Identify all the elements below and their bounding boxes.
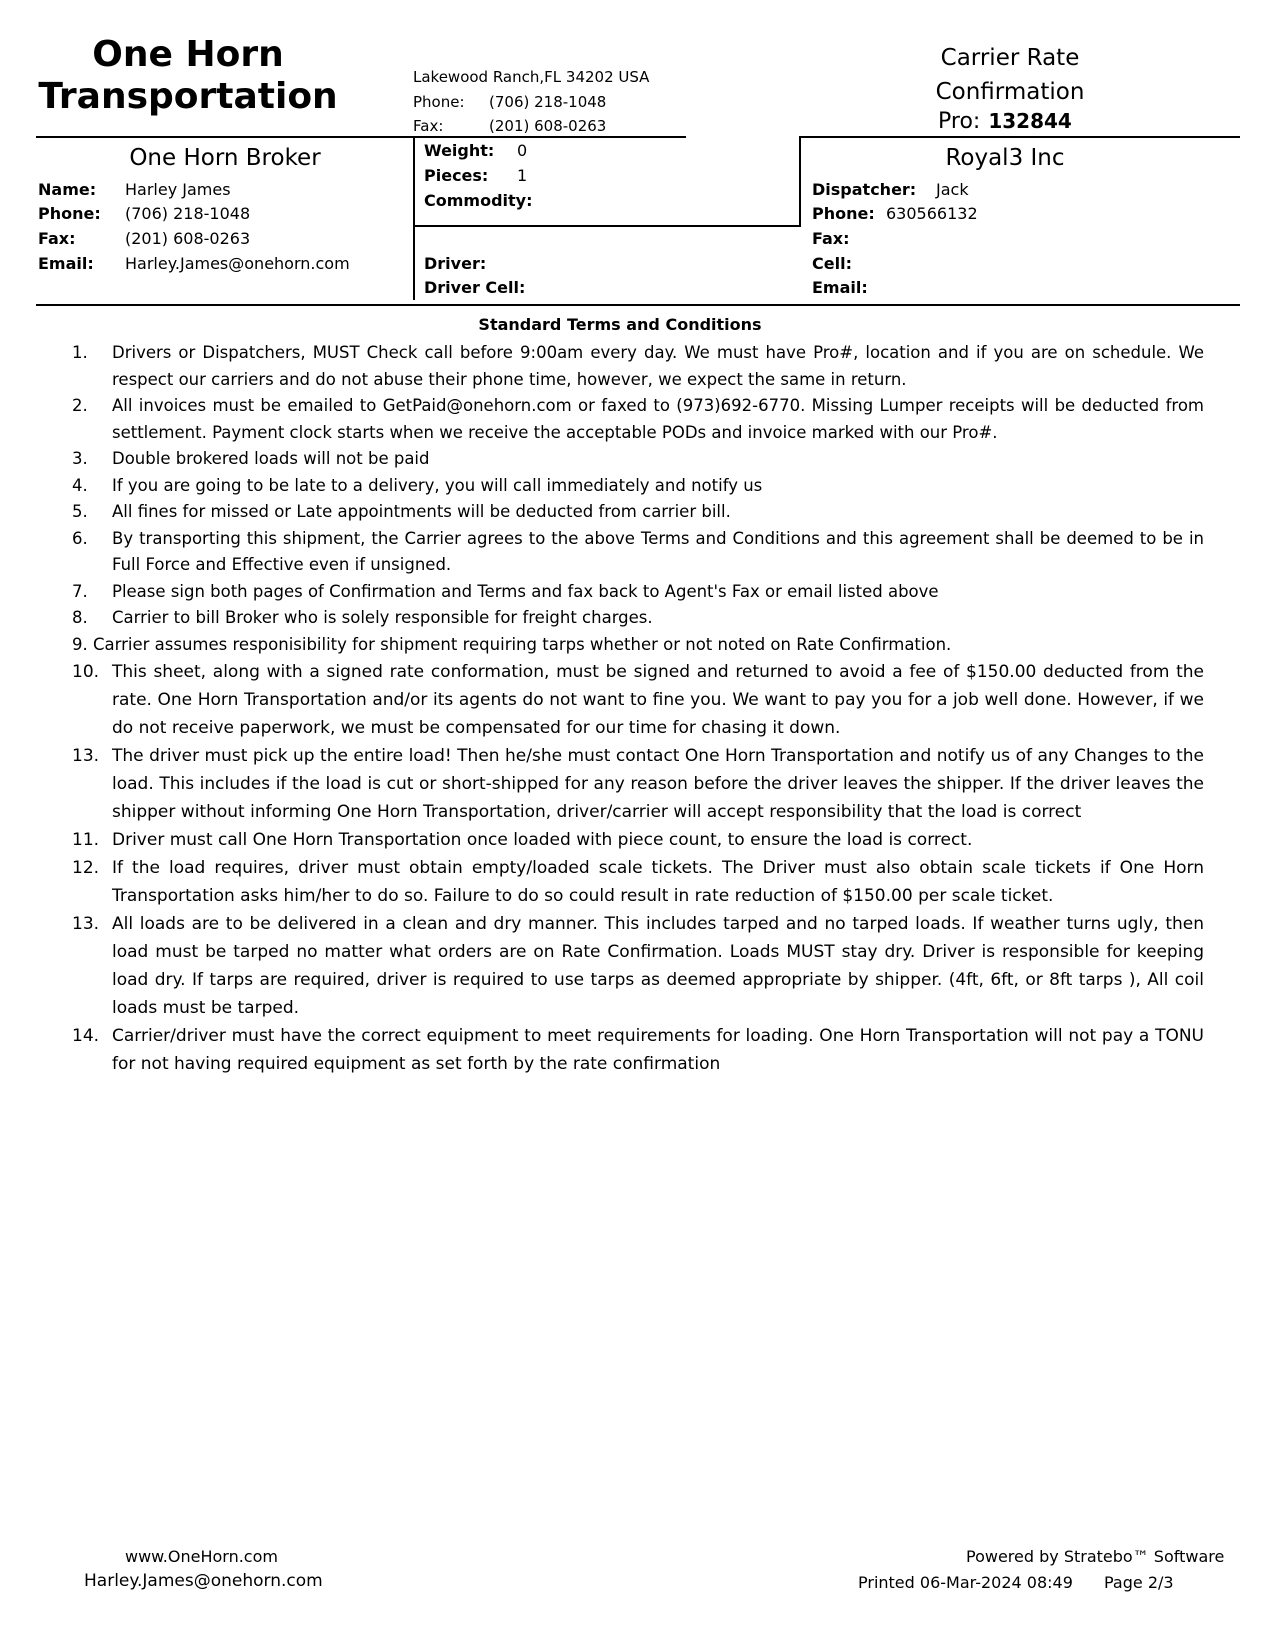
- doc-title-line1: Carrier Rate: [940, 45, 1080, 71]
- term-item: [72, 854, 1204, 910]
- broker-phone-label: Phone:: [38, 204, 101, 223]
- term-item: [72, 526, 1204, 579]
- term-text: Driver must call One Horn Transportation once loaded with piece count, to ensure the load is correct.: [112, 830, 973, 850]
- terms-list: [72, 340, 1204, 1078]
- term-number: 4.: [72, 475, 88, 495]
- weight-label: Weight:: [424, 141, 495, 160]
- driver-cell-label: Driver Cell:: [424, 278, 526, 297]
- term-number: 10.: [72, 662, 100, 682]
- footer-email: Harley.James@onehorn.com: [84, 1571, 323, 1591]
- footer-website: www.OneHorn.com: [125, 1547, 278, 1566]
- term-number: 12.: [72, 858, 100, 878]
- company-name-line1: One Horn: [92, 34, 284, 75]
- term-text: All loads are to be delivered in a clean and dry manner. This includes tarped and no tarped loads. If weather turns ugly, then load must be tarped no matter what orders are on Rate Confirmation. Loads MUST stay dry. Driver is responsible for keeping load dry. If tarps are required, driver is required to use tarps as deemed appropriate by shipper. (4ft, 6ft, or 8ft tarps ), All coil loads must be tarped.: [112, 914, 1204, 1018]
- dispatcher-name: Jack: [936, 180, 969, 199]
- broker-phone: (706) 218-1048: [125, 204, 251, 223]
- term-number: 7.: [72, 581, 88, 601]
- company-phone-row: [413, 93, 607, 111]
- pro-number: 132844: [988, 109, 1072, 133]
- term-text: If the load requires, driver must obtain empty/loaded scale tickets. The Driver must also obtain scale tickets if One Horn Transportation asks him/her to do so. Failure to do so could result in rate reduction of $150.00 per scale ticket.: [112, 858, 1204, 906]
- term-number: 5.: [72, 502, 88, 521]
- term-text: All invoices must be emailed to GetPaid@onehorn.com or faxed to (973)692-6770. Missing Lumper receipts will be deducted from settlement. Payment clock starts when we receive the acceptable PODs and invoice marked with our Pro#.: [112, 396, 1204, 442]
- term-text: Double brokered loads will not be paid: [112, 449, 430, 468]
- load-box-bottom: [413, 225, 801, 227]
- carrier-cell-label: Cell:: [812, 254, 852, 273]
- company-name: [38, 34, 338, 118]
- term-number: 8.: [72, 608, 88, 627]
- term-item: [72, 1022, 1204, 1078]
- term-text: By transporting this shipment, the Carrier agrees to the above Terms and Conditions and this agreement shall be deemed to be in Full Force and Effective even if unsigned.: [112, 528, 1204, 574]
- term-item: [72, 499, 1204, 526]
- broker-email-label: Email:: [38, 254, 94, 273]
- company-name-line2: Transportation: [38, 76, 338, 117]
- term-item: [72, 658, 1204, 742]
- term-text: All fines for missed or Late appointments will be deducted from carrier bill.: [112, 502, 731, 521]
- term-number: 11.: [72, 830, 100, 850]
- term-item: [72, 742, 1204, 826]
- term-number: 6.: [72, 528, 88, 548]
- broker-name-label: Name:: [38, 180, 97, 199]
- term-text: The driver must pick up the entire load! Then he/she must contact One Horn Transportation and notify us of any Changes to the load. This includes if the load is cut or short-shipped for any reason before the driver leaves the shipper. If the driver leaves the shipper without informing One Horn Transportation, driver/carrier will accept responsibility that the load is correct: [112, 746, 1204, 822]
- terms-title: Standard Terms and Conditions: [478, 315, 762, 334]
- term-item: [72, 340, 1204, 393]
- term-number: 13.: [72, 914, 100, 934]
- term-number: 3.: [72, 449, 88, 468]
- term-item: [72, 446, 1204, 473]
- company-fax-row: [413, 117, 607, 135]
- weight-value: 0: [517, 141, 528, 160]
- pro-label: Pro:: [938, 109, 981, 134]
- term-item: [72, 910, 1204, 1022]
- broker-email: Harley.James@onehorn.com: [125, 254, 350, 273]
- carrier-title: Royal3 Inc: [945, 145, 1065, 171]
- broker-name: Harley James: [125, 180, 231, 199]
- term-text: If you are going to be late to a delivery, you will call immediately and notify us: [112, 475, 763, 495]
- company-phone-label: Phone:: [413, 93, 465, 111]
- carrier-email-label: Email:: [812, 278, 868, 297]
- carrier-phone-label: Phone:: [812, 204, 875, 223]
- carrier-phone: 630566132: [886, 204, 978, 223]
- info-divider-bottom: [36, 304, 1240, 306]
- footer-printed: Printed 06-Mar-2024 08:49: [858, 1573, 1073, 1592]
- term-number: 1.: [72, 343, 88, 362]
- pieces-label: Pieces:: [424, 166, 489, 185]
- term-text: Carrier/driver must have the correct equipment to meet requirements for loading. One Horn Transportation will not pay a TONU for not having required equipment as set forth by the rate confirmation: [112, 1026, 1204, 1074]
- broker-title: One Horn Broker: [129, 145, 321, 171]
- broker-fax: (201) 608-0263: [125, 229, 251, 248]
- term-item: [72, 393, 1204, 446]
- driver-label: Driver:: [424, 254, 487, 273]
- term-item: [72, 579, 1204, 606]
- term-text: Drivers or Dispatchers, MUST Check call before 9:00am every day. We must have Pro#, location and if you are on schedule. We respect our carriers and do not abuse their phone time, however, we expect the same in return.: [112, 343, 1204, 389]
- column-divider-right: [799, 136, 801, 227]
- company-city: Lakewood Ranch,FL 34202 USA: [413, 68, 650, 86]
- company-phone: (706) 218-1048: [489, 93, 607, 111]
- term-number: 13.: [72, 746, 100, 766]
- doc-title-line2: Confirmation: [935, 79, 1085, 105]
- pro-number-row: [938, 107, 1072, 136]
- term-item: [72, 826, 1204, 854]
- term-number: 2.: [72, 396, 88, 415]
- header-divider-left: [36, 136, 686, 138]
- company-fax: (201) 608-0263: [489, 117, 607, 135]
- dispatcher-label: Dispatcher:: [812, 180, 917, 199]
- term-text: Carrier to bill Broker who is solely responsible for freight charges.: [112, 608, 653, 627]
- term-item: [72, 632, 1204, 659]
- header-divider-right: [800, 136, 1240, 138]
- footer-powered-by: Powered by Stratebo™ Software: [966, 1547, 1225, 1566]
- term-number: 14.: [72, 1026, 100, 1046]
- company-fax-label: Fax:: [413, 117, 444, 135]
- term-text: Carrier assumes responisibility for shipment requiring tarps whether or not noted on Rate Confirmation.: [93, 634, 952, 654]
- pieces-value: 1: [517, 166, 528, 185]
- commodity-label: Commodity:: [424, 191, 533, 210]
- term-item: [72, 605, 1204, 632]
- footer-page: Page 2/3: [1104, 1573, 1174, 1592]
- column-divider-left: [413, 136, 415, 300]
- term-text: Please sign both pages of Confirmation and Terms and fax back to Agent's Fax or email listed above: [112, 581, 939, 601]
- term-text: This sheet, along with a signed rate conformation, must be signed and returned to avoid a fee of $150.00 deducted from the rate. One Horn Transportation and/or its agents do not want to fine you. We want to pay you for a job well done. However, if we do not receive paperwork, we must be compensated for our time for chasing it down.: [112, 662, 1204, 738]
- term-number: 9.: [72, 634, 88, 654]
- carrier-fax-label: Fax:: [812, 229, 850, 248]
- term-item: [72, 473, 1204, 500]
- broker-fax-label: Fax:: [38, 229, 76, 248]
